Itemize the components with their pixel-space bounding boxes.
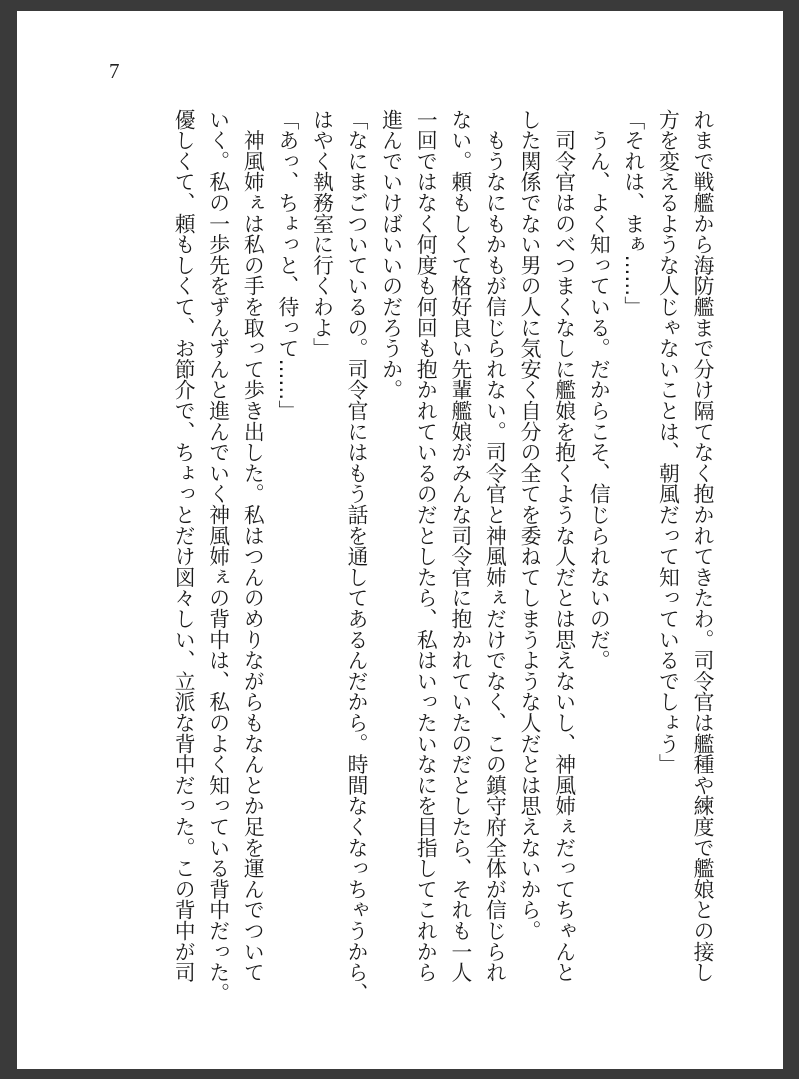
text-line: うん、よく知っている。だからこそ、信じられないのだ。 — [586, 109, 611, 671]
text-line: 「それは、まぁ……」 — [620, 109, 645, 317]
text-line: 「なにまごついているの。司令官にはもう話を通してあるんだから。時間なくなっちゃうから、 — [344, 109, 369, 1004]
text-line: 進んでいけばいいのだろうか。 — [378, 109, 403, 401]
book-page — [17, 11, 783, 1069]
text-line: 「あっ、ちょっと、待って……」 — [274, 109, 299, 421]
text-line: 一回ではなく何度も何回も抱かれているのだとしたら、私はいったいなにを目指してこれから — [413, 109, 438, 983]
text-line: 司令官はのべつまくなしに艦娘を抱くような人だとは思えないし、神風姉ぇだってちゃんと — [551, 109, 576, 983]
text-line: 優しくて、頼もしくて、お節介で、ちょっとだけ図々しい、立派な背中だった。この背中が司 — [171, 109, 196, 983]
text-line: 方を変えるような人じゃないことは、朝風だって知っているでしょう」 — [655, 109, 680, 775]
text-line: れまで戦艦から海防艦まで分け隔てなく抱かれてきたわ。司令官は艦種や練度で艦娘との接し — [690, 109, 714, 983]
text-line: ない。頼もしくて格好良い先輩艦娘がみんな司令官に抱かれていたのだとしたら、それも一人 — [447, 109, 472, 983]
text-line: はやく執務室に行くわよ」 — [309, 109, 334, 359]
text-line: いく。私の一歩先をずんずんと進んでいく神風姉ぇの背中は、私のよく知っている背中だった。 — [205, 109, 230, 1004]
page-number: 7 — [109, 59, 120, 83]
text-line: もうなにもかもが信じられない。司令官と神風姉ぇだけでなく、この鎮守府全体が信じられ — [482, 109, 507, 983]
text-line: した関係でない男の人に気安く自分の全てを委ねてしまうような人だとは思えないから。 — [517, 109, 542, 941]
vertical-text-body — [99, 109, 719, 1009]
text-line: 神風姉ぇは私の手を取って歩き出した。私はつんのめりながらもなんとか足を運んでついて — [240, 109, 265, 983]
